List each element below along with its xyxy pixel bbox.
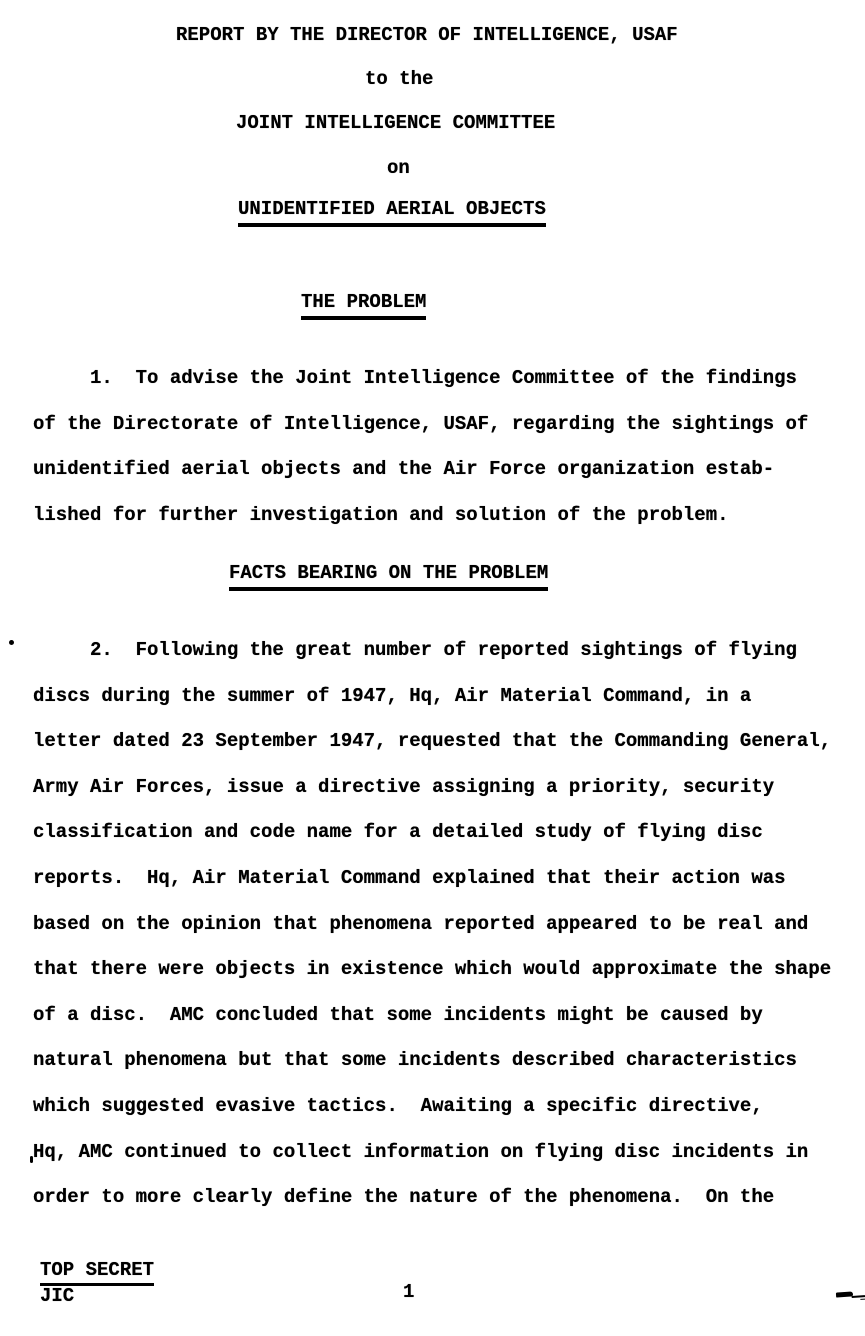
text-line: lished for further investigation and solution of the problem. <box>33 503 729 526</box>
ink-smudge <box>836 1291 853 1297</box>
paragraph-2 <box>33 628 851 1221</box>
text-line: Hq, AMC continued to collect information on flying disc incidents in <box>33 1140 809 1163</box>
text-line: Army Air Forces, issue a directive assigning a priority, security <box>33 775 775 798</box>
text-line: of a disc. AMC concluded that some incidents might be caused by <box>33 1003 763 1026</box>
section-heading-facts: FACTS BEARING ON THE PROBLEM <box>229 562 548 591</box>
classification-stamp: TOP SECRET <box>40 1259 154 1286</box>
text-line: unidentified aerial objects and the Air Force organization estab- <box>33 458 775 481</box>
section-heading-the-problem: THE PROBLEM <box>301 291 426 320</box>
text-line: of the Directorate of Intelligence, USAF, regarding the sightings of <box>33 412 809 435</box>
title-subject: UNIDENTIFIED AERIAL OBJECTS <box>238 198 546 227</box>
ink-speck <box>30 1156 33 1163</box>
text-line: that there were objects in existence which would approximate the shape <box>33 958 832 981</box>
text-line: reports. Hq, Air Material Command explained that their action was <box>33 866 786 889</box>
text-line: natural phenomena but that some incidents described characteristics <box>33 1049 797 1072</box>
text-line: classification and code name for a detailed study of flying disc <box>33 821 763 844</box>
text-line: order to more clearly define the nature of the phenomena. On the <box>33 1186 775 1209</box>
text-line: which suggested evasive tactics. Awaiting a specific directive, <box>33 1094 763 1117</box>
text-line: letter dated 23 September 1947, requested that the Commanding General, <box>33 730 832 753</box>
report-title: REPORT BY THE DIRECTOR OF INTELLIGENCE, USAF <box>176 24 678 46</box>
title-connector-on: on <box>387 157 410 179</box>
page-number: 1 <box>403 1281 415 1303</box>
text-line: 2. Following the great number of reported sightings of flying <box>90 639 797 661</box>
text-line: based on the opinion that phenomena reported appeared to be real and <box>33 912 809 935</box>
footer-org-label: JIC <box>40 1285 75 1307</box>
text-line: discs during the summer of 1947, Hq, Air Material Command, in a <box>33 684 752 707</box>
title-connector-to-the: to the <box>365 68 434 90</box>
title-committee-name: JOINT INTELLIGENCE COMMITTEE <box>236 112 556 134</box>
text-line: 1. To advise the Joint Intelligence Committee of the findings <box>90 367 797 389</box>
ink-speck <box>9 640 14 645</box>
paragraph-1 <box>33 356 851 538</box>
